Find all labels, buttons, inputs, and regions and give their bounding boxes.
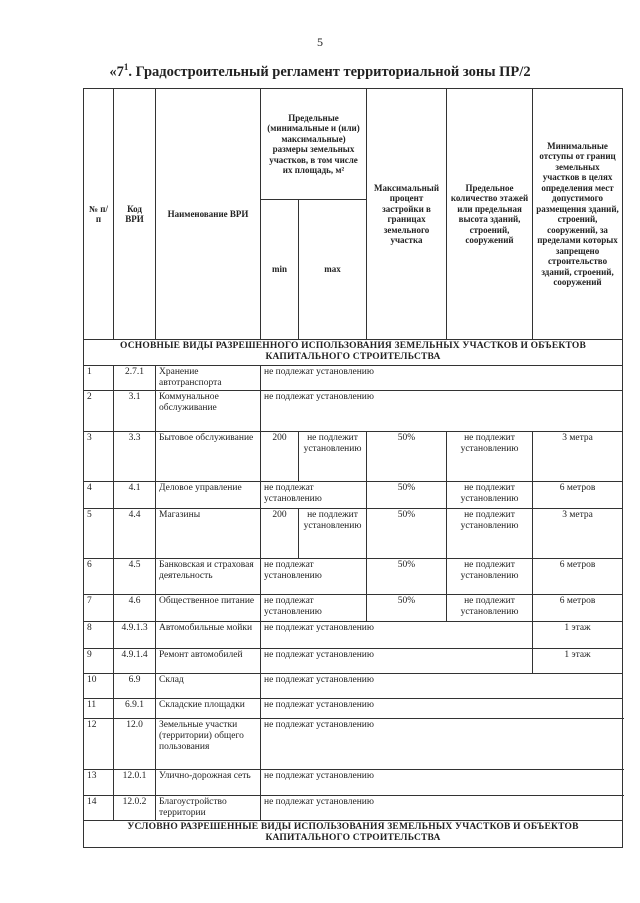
table-row xyxy=(84,699,623,719)
table-row xyxy=(84,366,623,391)
cell-setback: 6 метров xyxy=(533,595,623,622)
table-row xyxy=(84,622,623,649)
cell-floors: 1 этаж xyxy=(533,622,623,649)
cell-name: Земельные участки (территории) общего пользования xyxy=(156,719,261,770)
page-number: 5 xyxy=(317,35,323,49)
cell-name: Общественное питание xyxy=(156,595,261,622)
header-percent: Максимальный процент застройки в границах земельного участка xyxy=(367,89,447,340)
cell-not-established: не подлежат установлению xyxy=(261,719,623,770)
cell-name: Благоустройство территории xyxy=(156,796,261,821)
cell-floors: не подлежит установлению xyxy=(447,432,533,482)
cell-code: 3.3 xyxy=(114,432,156,482)
cell-num: 1 xyxy=(84,366,114,391)
cell-name: Бытовое обслуживание xyxy=(156,432,261,482)
table-row xyxy=(84,719,623,770)
cell-name: Магазины xyxy=(156,509,261,559)
cell-setback: 6 метров xyxy=(533,559,623,595)
cell-code: 4.6 xyxy=(114,595,156,622)
title-main: . Градостроительный регламент территориальной зоны ПР/2 xyxy=(128,63,531,80)
cell-floors: не подлежит установлению xyxy=(447,595,533,622)
cell-percent: 50% xyxy=(367,432,447,482)
cell-not-established: не подлежат установлению xyxy=(261,699,623,719)
cell-name: Автомобильные мойки xyxy=(156,622,261,649)
title-superscript: 1 xyxy=(123,62,129,72)
table-row xyxy=(84,674,623,699)
cell-code: 12.0 xyxy=(114,719,156,770)
table-row xyxy=(84,649,623,674)
cell-not-established: не подлежат установлению xyxy=(261,674,623,699)
cell-max: не подлежит установлению xyxy=(299,432,367,482)
table-row xyxy=(84,391,623,432)
header-name: Наименование ВРИ xyxy=(156,89,261,340)
cell-percent: 50% xyxy=(367,595,447,622)
table-row xyxy=(84,482,623,509)
cell-num: 9 xyxy=(84,649,114,674)
cell-not-established: не подлежат установлению xyxy=(261,366,623,391)
cell-code: 4.9.1.3 xyxy=(114,622,156,649)
cell-setback: 3 метра xyxy=(533,432,623,482)
cell-num: 4 xyxy=(84,482,114,509)
cell-floors: не подлежит установлению xyxy=(447,482,533,509)
section-conditional-header: УСЛОВНО РАЗРЕШЕННЫЕ ВИДЫ ИСПОЛЬЗОВАНИЯ ЗЕМЕЛЬНЫХ УЧАСТКОВ И ОБЪЕКТОВ КАПИТАЛЬНОГО СТРОИТЕЛЬСТВА xyxy=(84,821,623,848)
cell-code: 3.1 xyxy=(114,391,156,432)
header-floors: Предельное количество этажей или предельная высота зданий, строений, сооружений xyxy=(447,89,533,340)
cell-num: 13 xyxy=(84,770,114,796)
cell-num: 10 xyxy=(84,674,114,699)
cell-floors: не подлежит установлению xyxy=(447,559,533,595)
cell-size: не подлежат установлению xyxy=(261,559,367,595)
cell-name: Улично-дорожная сеть xyxy=(156,770,261,796)
cell-num: 8 xyxy=(84,622,114,649)
cell-size: не подлежат установлению xyxy=(261,595,367,622)
cell-num: 14 xyxy=(84,796,114,821)
cell-code: 12.0.1 xyxy=(114,770,156,796)
page-title xyxy=(0,62,640,81)
cell-num: 11 xyxy=(84,699,114,719)
cell-size: не подлежат установлению xyxy=(261,482,367,509)
cell-name: Хранение автотранспорта xyxy=(156,366,261,391)
section-main-header: ОСНОВНЫЕ ВИДЫ РАЗРЕШЕННОГО ИСПОЛЬЗОВАНИЯ ЗЕМЕЛЬНЫХ УЧАСТКОВ И ОБЪЕКТОВ КАПИТАЛЬНОГО СТРОИТЕЛЬСТВА xyxy=(84,340,623,366)
table-row xyxy=(84,432,623,482)
cell-not-established: не подлежат установлению xyxy=(261,796,623,821)
cell-num: 3 xyxy=(84,432,114,482)
table-row xyxy=(84,559,623,595)
cell-num: 5 xyxy=(84,509,114,559)
cell-num: 7 xyxy=(84,595,114,622)
cell-min: 200 xyxy=(261,509,299,559)
cell-code: 6.9.1 xyxy=(114,699,156,719)
cell-min: 200 xyxy=(261,432,299,482)
cell-not-established: не подлежат установлению xyxy=(261,649,533,674)
cell-name: Складские площадки xyxy=(156,699,261,719)
cell-percent: 50% xyxy=(367,559,447,595)
cell-code: 4.4 xyxy=(114,509,156,559)
cell-name: Склад xyxy=(156,674,261,699)
table-body xyxy=(84,366,623,821)
cell-code: 4.9.1.4 xyxy=(114,649,156,674)
table-row xyxy=(84,595,623,622)
regulation-table xyxy=(83,88,623,848)
cell-code: 2.7.1 xyxy=(114,366,156,391)
cell-setback: 3 метра xyxy=(533,509,623,559)
cell-name: Ремонт автомобилей xyxy=(156,649,261,674)
header-size-group: Предельные (минимальные и (или) максимальные) размеры земельных участков, в том числе их площадь, м² xyxy=(261,89,367,200)
cell-num: 12 xyxy=(84,719,114,770)
cell-code: 12.0.2 xyxy=(114,796,156,821)
cell-name: Деловое управление xyxy=(156,482,261,509)
header-code: Код ВРИ xyxy=(114,89,156,340)
cell-floors: 1 этаж xyxy=(533,649,623,674)
cell-num: 6 xyxy=(84,559,114,595)
table-row xyxy=(84,770,623,796)
header-num: № п/п xyxy=(84,89,114,340)
header-setback: Минимальные отступы от границ земельных участков в целях определения мест допустимого размещения зданий, строений, сооружений, за пределами которых запрещено строительство зданий, строений, сооружений xyxy=(533,89,623,340)
title-prefix: «7 xyxy=(109,63,124,80)
cell-floors: не подлежит установлению xyxy=(447,509,533,559)
cell-num: 2 xyxy=(84,391,114,432)
table-row xyxy=(84,796,623,821)
cell-code: 4.5 xyxy=(114,559,156,595)
header-min: min xyxy=(261,200,299,340)
cell-not-established: не подлежат установлению xyxy=(261,391,623,432)
cell-setback: 6 метров xyxy=(533,482,623,509)
cell-name: Банковская и страховая деятельность xyxy=(156,559,261,595)
cell-not-established: не подлежат установлению xyxy=(261,770,623,796)
cell-percent: 50% xyxy=(367,482,447,509)
table-row xyxy=(84,509,623,559)
cell-not-established: не подлежат установлению xyxy=(261,622,533,649)
header-max: max xyxy=(299,200,367,340)
cell-max: не подлежит установлению xyxy=(299,509,367,559)
cell-percent: 50% xyxy=(367,509,447,559)
cell-code: 4.1 xyxy=(114,482,156,509)
cell-name: Коммунальное обслуживание xyxy=(156,391,261,432)
cell-code: 6.9 xyxy=(114,674,156,699)
